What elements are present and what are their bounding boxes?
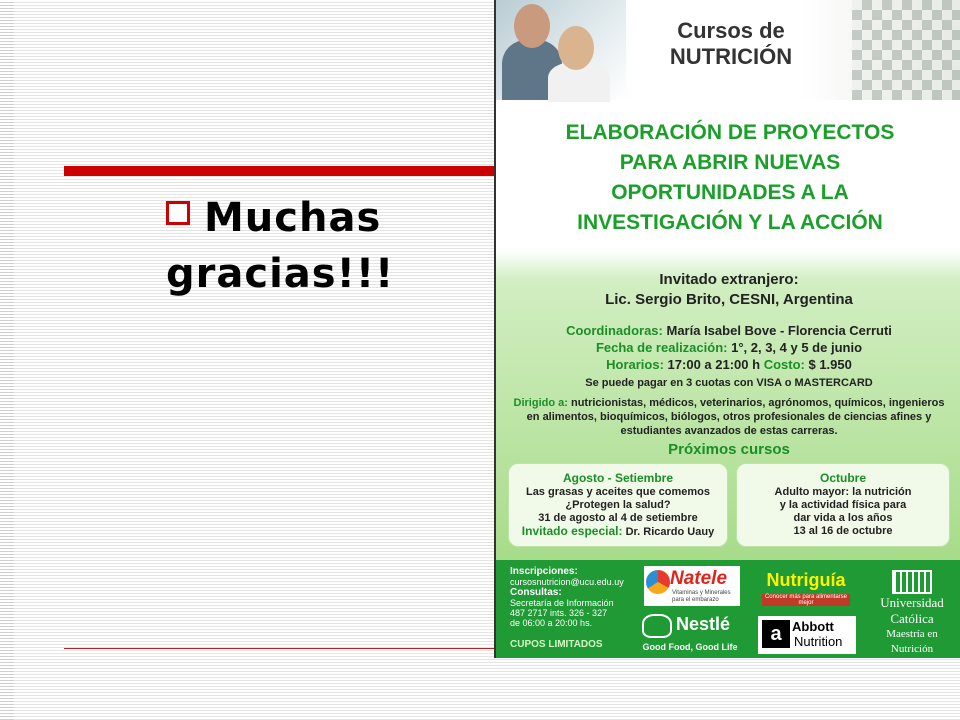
inscripciones-label: Inscripciones: [510,566,578,577]
fecha-value: 1°, 2, 3, 4 y 5 de junio [731,340,863,355]
curso-box-agosto [508,463,728,547]
horarios-label: Horarios: [606,357,664,372]
curso1-line: ¿Protegen la salud? [565,499,671,511]
left-texture-stripe [0,0,14,720]
main-title-line: ELABORACIÓN DE PROYECTOS [565,121,895,144]
guest-speaker [496,270,960,310]
main-title-line: OPORTUNIDADES A LA [611,181,849,204]
ucu-line: Católica [890,611,934,626]
natele-tagline: Vitaminas y Minerales para el embarazo [672,590,731,603]
consultas-label: Consultas: [510,587,562,598]
telefono-text: 487 2717 ints. 326 - 327 [510,608,608,618]
dirigido-value: nutricionistas, médicos, veterinarios, agrónomos, químicos, ingenieros en alimentos, bioquímicos, biólogos, otros profesionales de ciencias afines y estudiantes avanzados de estas carreras. [526,397,945,437]
building-icon [892,570,932,594]
curso1-line: Las grasas y aceites que comemos [525,486,711,498]
poster-header-title [646,18,816,70]
people-photo [496,0,626,100]
dirigido-a [512,396,946,438]
ucu-line: Universidad [880,595,944,610]
course-poster-image [494,0,960,658]
coord-value: María Isabel Bove - Florencia Cerruti [666,323,892,338]
curso2-line: dar vida a los años [793,512,893,524]
curso-box-octubre [736,463,950,547]
nest-icon [642,614,672,638]
red-accent-bar [64,166,496,176]
nutriguia-logo [762,566,850,606]
curso1-line: 31 de agosto al 4 de setiembre [538,512,698,524]
main-title-line: INVESTIGACIÓN Y LA ACCIÓN [577,211,883,234]
footer-contact [510,566,650,650]
curso2-line: 13 al 16 de octubre [793,525,893,537]
natele-wordmark: Natele [670,568,728,589]
nutriguia-wordmark: Nutriguía [766,570,846,590]
curso1-guest-label: Invitado especial: [521,524,623,538]
thanks-text [166,190,496,302]
pago-text: Se puede pagar en 3 cuotas con VISA o MASTERCARD [585,377,873,389]
ucu-line: Maestría en [886,628,938,640]
person-1-head [514,4,550,48]
ucu-line: Nutrición [890,643,934,655]
natele-logo [644,566,740,606]
curso2-line: y la actividad física para [779,499,907,511]
abbott-a-icon: a [762,620,790,648]
nutriguia-tagline: Conocer más para alimentarse mejor [762,594,850,606]
secretaria-text: Secretaría de Información [510,598,614,608]
guest-line-1: Invitado extranjero: [659,271,799,288]
curso1-guest-value: Dr. Ricardo Uauy [625,526,715,538]
header-title-line-2: NUTRICIÓN [669,44,793,69]
square-bullet-icon [166,201,190,225]
poster-main-title [510,118,950,238]
fecha-label: Fecha de realización: [595,340,728,355]
nestle-wordmark: Nestlé [676,614,731,634]
thanks-line-2: gracias!!! [166,251,395,297]
nestle-logo [638,610,742,654]
horarios-value: 17:00 a 21:00 h [667,357,761,372]
abbott-wordmark: Abbott [792,619,834,634]
bottom-rule-line [64,648,496,649]
cupos-limitados: CUPOS LIMITADOS [510,639,603,650]
nestle-tagline: Good Food, Good Life [642,642,738,652]
dirigido-label: Dirigido a: [513,397,568,409]
person-2-head [558,26,594,70]
curso2-title: Octubre [819,471,866,485]
coord-label: Coordinadoras: [566,323,663,338]
abbott-tagline: Nutrition [794,634,843,649]
abbott-logo [758,616,856,654]
horario-text: de 06:00 a 20:00 hs. [510,618,593,628]
curso2-line: Adulto mayor: la nutrición [774,486,912,498]
contact-email: cursosnutricion@ucu.edu.uy [510,577,624,587]
ucu-logo [868,566,956,656]
course-info [496,322,960,392]
proximos-cursos-heading: Próximos cursos [668,441,790,458]
costo-label: Costo: [763,357,805,372]
guest-line-2: Lic. Sergio Brito, CESNI, Argentina [605,291,853,308]
header-title-line-1: Cursos de [677,18,785,43]
thanks-line-1: Muchas [204,195,382,241]
chessboard-image [852,0,960,100]
natele-swirl-icon [646,570,670,594]
costo-value: $ 1.950 [808,357,852,372]
curso1-title: Agosto - Setiembre [562,471,673,485]
main-title-line: PARA ABRIR NUEVAS [619,151,841,174]
